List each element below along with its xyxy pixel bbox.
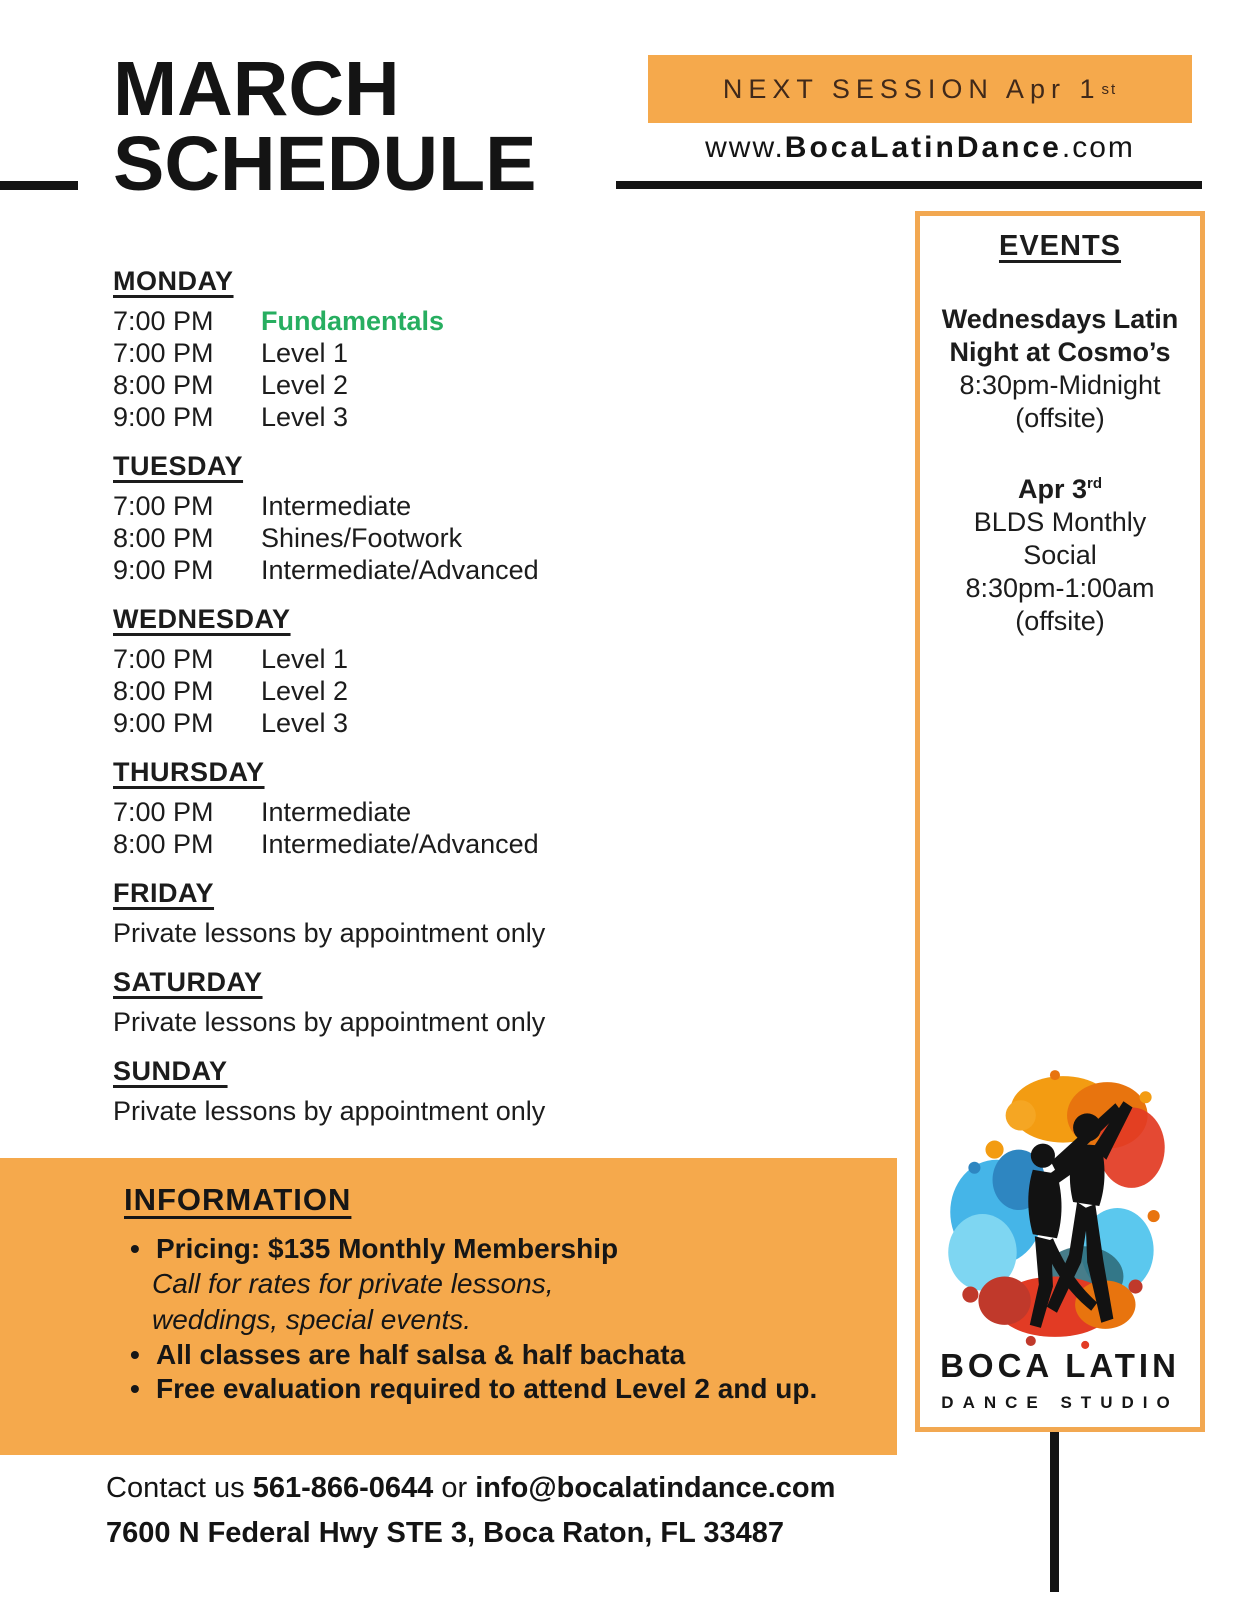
- class-label: Intermediate: [261, 797, 412, 827]
- class-row: [113, 305, 813, 337]
- events-box: [915, 211, 1205, 1432]
- class-row: [113, 828, 813, 860]
- day-section-friday: [113, 878, 813, 949]
- info-sub-line: weddings, special events.: [152, 1304, 472, 1335]
- dancing-couple-logo-art: [934, 1059, 1186, 1351]
- class-time: 8:00 PM: [113, 370, 214, 400]
- class-label: Level 2: [261, 370, 349, 400]
- day-section-thursday: [113, 757, 813, 860]
- class-row: [113, 554, 813, 586]
- contact-intro: Contact us: [106, 1472, 253, 1504]
- class-row: [113, 401, 813, 433]
- info-bullet-evaluation: • Free evaluation required to attend Level 2 and up.: [124, 1372, 844, 1406]
- page-title-line2: SCHEDULE: [113, 120, 537, 207]
- class-label: Intermediate/Advanced: [261, 829, 539, 859]
- day-note: Private lessons by appointment only: [113, 1007, 546, 1037]
- event-latin-night: [920, 303, 1200, 435]
- day-section-monday: [113, 266, 813, 433]
- event-title: Apr 3rd: [1017, 474, 1103, 504]
- class-time: 8:00 PM: [113, 829, 214, 859]
- next-session-banner: [648, 55, 1192, 123]
- class-label: Intermediate/Advanced: [261, 555, 539, 585]
- class-row: [113, 337, 813, 369]
- day-section-saturday: [113, 967, 813, 1038]
- event-location: (offsite): [1015, 403, 1105, 433]
- class-time: 9:00 PM: [113, 555, 214, 585]
- day-heading: MONDAY: [113, 266, 234, 296]
- events-heading: EVENTS: [998, 230, 1122, 262]
- class-time: 9:00 PM: [113, 402, 214, 432]
- website-name: BocaLatinDance: [784, 131, 1062, 164]
- day-heading: THURSDAY: [113, 757, 265, 787]
- studio-tagline: DANCE STUDIO: [941, 1393, 1179, 1412]
- contact-conjunction: or: [433, 1472, 476, 1504]
- class-time: 7:00 PM: [113, 491, 214, 521]
- next-session-label: NEXT SESSION Apr 1: [722, 73, 1101, 104]
- information-box: [0, 1158, 897, 1455]
- info-bullet-pricing: • Pricing: $135 Monthly Membership: [124, 1232, 844, 1266]
- title-rule-left: [0, 181, 78, 190]
- class-row: [113, 675, 813, 707]
- day-heading: SUNDAY: [113, 1056, 228, 1086]
- logo-box-stem-line: [1050, 1432, 1059, 1592]
- event-location: (offsite): [1015, 606, 1105, 636]
- studio-logo: [920, 1059, 1200, 1413]
- class-row: [113, 796, 813, 828]
- day-heading: SATURDAY: [113, 967, 263, 997]
- contact-address: 7600 N Federal Hwy STE 3, Boca Raton, FL 33487: [106, 1517, 785, 1549]
- class-row: [113, 707, 813, 739]
- day-heading: WEDNESDAY: [113, 604, 291, 634]
- class-time: 7:00 PM: [113, 644, 214, 674]
- class-row: [113, 522, 813, 554]
- class-time: 8:00 PM: [113, 676, 214, 706]
- day-heading: TUESDAY: [113, 451, 244, 481]
- contact-line: [106, 1466, 835, 1511]
- class-label: Level 1: [261, 338, 349, 368]
- event-subtitle: BLDS Monthly Social: [973, 507, 1147, 570]
- class-time: 8:00 PM: [113, 523, 214, 553]
- class-label: Intermediate: [261, 491, 412, 521]
- next-session-superscript: st: [1101, 80, 1118, 98]
- event-time: 8:30pm-Midnight: [959, 370, 1161, 400]
- class-label: Level 3: [261, 402, 349, 432]
- day-section-sunday: [113, 1056, 813, 1127]
- class-label: Fundamentals: [261, 306, 445, 336]
- contact-email: info@bocalatindance.com: [475, 1472, 836, 1504]
- class-label: Level 2: [261, 676, 349, 706]
- event-monthly-social: [920, 467, 1200, 638]
- day-section-wednesday: [113, 604, 813, 739]
- website-url: [648, 131, 1192, 165]
- website-prefix: www.: [705, 131, 785, 164]
- info-bullet-classes: • All classes are half salsa & half bachata: [124, 1338, 844, 1372]
- event-date-superscript: rd: [1087, 475, 1103, 492]
- class-row: [113, 490, 813, 522]
- event-title: Wednesdays Latin Night at Cosmo’s: [941, 304, 1179, 367]
- event-time: 8:30pm-1:00am: [965, 573, 1155, 603]
- class-time: 7:00 PM: [113, 338, 214, 368]
- class-label: Level 1: [261, 644, 349, 674]
- day-note: Private lessons by appointment only: [113, 1096, 546, 1126]
- class-row: [113, 369, 813, 401]
- information-list: [124, 1232, 844, 1406]
- information-heading: INFORMATION: [124, 1182, 352, 1217]
- website-tld: .com: [1061, 131, 1135, 164]
- page-title: [113, 46, 537, 207]
- class-label: Shines/Footwork: [261, 523, 463, 553]
- weekly-schedule: [113, 266, 813, 1145]
- day-heading: FRIDAY: [113, 878, 215, 908]
- contact-block: [106, 1466, 835, 1556]
- class-time: 7:00 PM: [113, 797, 214, 827]
- day-note: Private lessons by appointment only: [113, 918, 546, 948]
- class-label: Level 3: [261, 708, 349, 738]
- day-section-tuesday: [113, 451, 813, 586]
- studio-name: BOCA LATIN: [940, 1347, 1180, 1384]
- class-time: 9:00 PM: [113, 708, 214, 738]
- contact-phone: 561-866-0644: [252, 1472, 434, 1504]
- class-row: [113, 643, 813, 675]
- page-title-line1: MARCH: [113, 46, 400, 132]
- class-time: 7:00 PM: [113, 306, 214, 336]
- info-sub-line: Call for rates for private lessons,: [152, 1268, 554, 1299]
- title-rule-right: [616, 181, 1202, 189]
